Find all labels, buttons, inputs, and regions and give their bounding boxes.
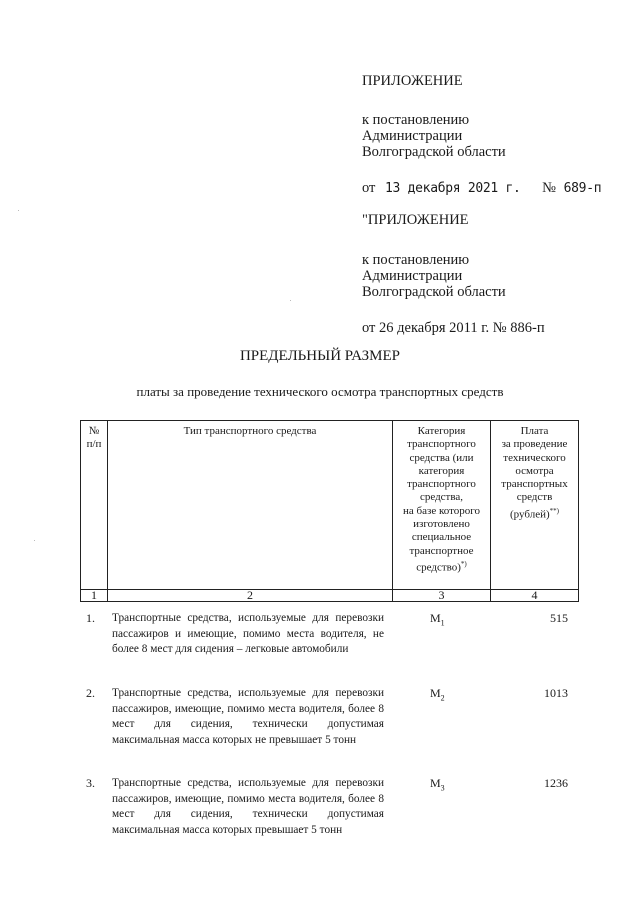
number-label: № [542, 180, 556, 196]
scan-speck [18, 210, 19, 211]
row-category: $M_1$ [430, 611, 445, 628]
row-description: Транспортные средства, используемые для перевозки пассажиров, имеющие, помимо места водителя, более 8 мест для сидения, технически допустимая максимальная масса которых превышает 5 тонн [112, 777, 384, 836]
doc-title: ПРЕДЕЛЬНЫЙ РАЗМЕР [239, 348, 401, 364]
row-description: Транспортные средства, используемые для перевозки пассажиров, имеющие, помимо места водителя, более 8 мест для сидения, технически допустимая максимальная масса которых не превышает 5 тонн [112, 687, 384, 746]
table-top-border [80, 420, 579, 421]
old-appendix-line-3: Волгоградской области [362, 284, 506, 300]
appendix-line-2: Администрации [362, 128, 463, 144]
header-fee: Плата за проведение технического осмотра транспортных средств (рублей)**) [501, 425, 568, 521]
index-cell-2: 2 [247, 588, 253, 602]
handwritten-date: 13 декабря 2021 г. [385, 181, 521, 196]
header-num: № п/п [86, 425, 102, 451]
row-category: $M_2$ [430, 686, 445, 703]
old-appendix-line-1: к постановлению [362, 252, 470, 268]
old-appendix-line-2: Администрации [362, 268, 463, 284]
row-fee: 1013 [544, 686, 568, 700]
appendix-line-3: Волгоградской области [362, 144, 506, 160]
scan-speck [290, 300, 291, 301]
row-category: $M_3$ [430, 776, 445, 793]
header-category: Категория транспортного средства (или категория транспортного средства, на базе которого изготовлено специальное транспортное средство)*) [402, 425, 481, 574]
appendix-title: ПРИЛОЖЕНИЕ [362, 73, 463, 89]
old-appendix-date-line: от 26 декабря 2011 г. № 886-п [362, 320, 545, 336]
old-appendix-title: "ПРИЛОЖЕНИЕ [362, 212, 469, 228]
col-divider-1 [107, 420, 108, 602]
from-label: от [362, 180, 376, 196]
table-right-border [578, 420, 579, 602]
row-number: 1. [86, 611, 95, 625]
header-vehicle-type: Тип транспортного средства [183, 425, 317, 437]
row-fee: 515 [550, 611, 568, 625]
handwritten-number: 689-п [563, 181, 602, 196]
index-cell-3: 3 [438, 588, 445, 602]
index-cell-1: 1 [91, 588, 97, 602]
row-fee: 1236 [544, 776, 568, 790]
row-number: 3. [86, 776, 95, 790]
row-number: 2. [86, 686, 95, 700]
index-cell-4: 4 [531, 588, 538, 602]
doc-subtitle: платы за проведение технического осмотра транспортных средств [136, 384, 504, 399]
row-description: Транспортные средства, используемые для перевозки пассажиров и имеющие, помимо места водителя, не более 8 мест для сидения – легковые автомобили [112, 612, 384, 655]
appendix-date-line [362, 178, 601, 199]
scan-speck [34, 540, 35, 541]
appendix-line-1: к постановлению [362, 112, 470, 128]
